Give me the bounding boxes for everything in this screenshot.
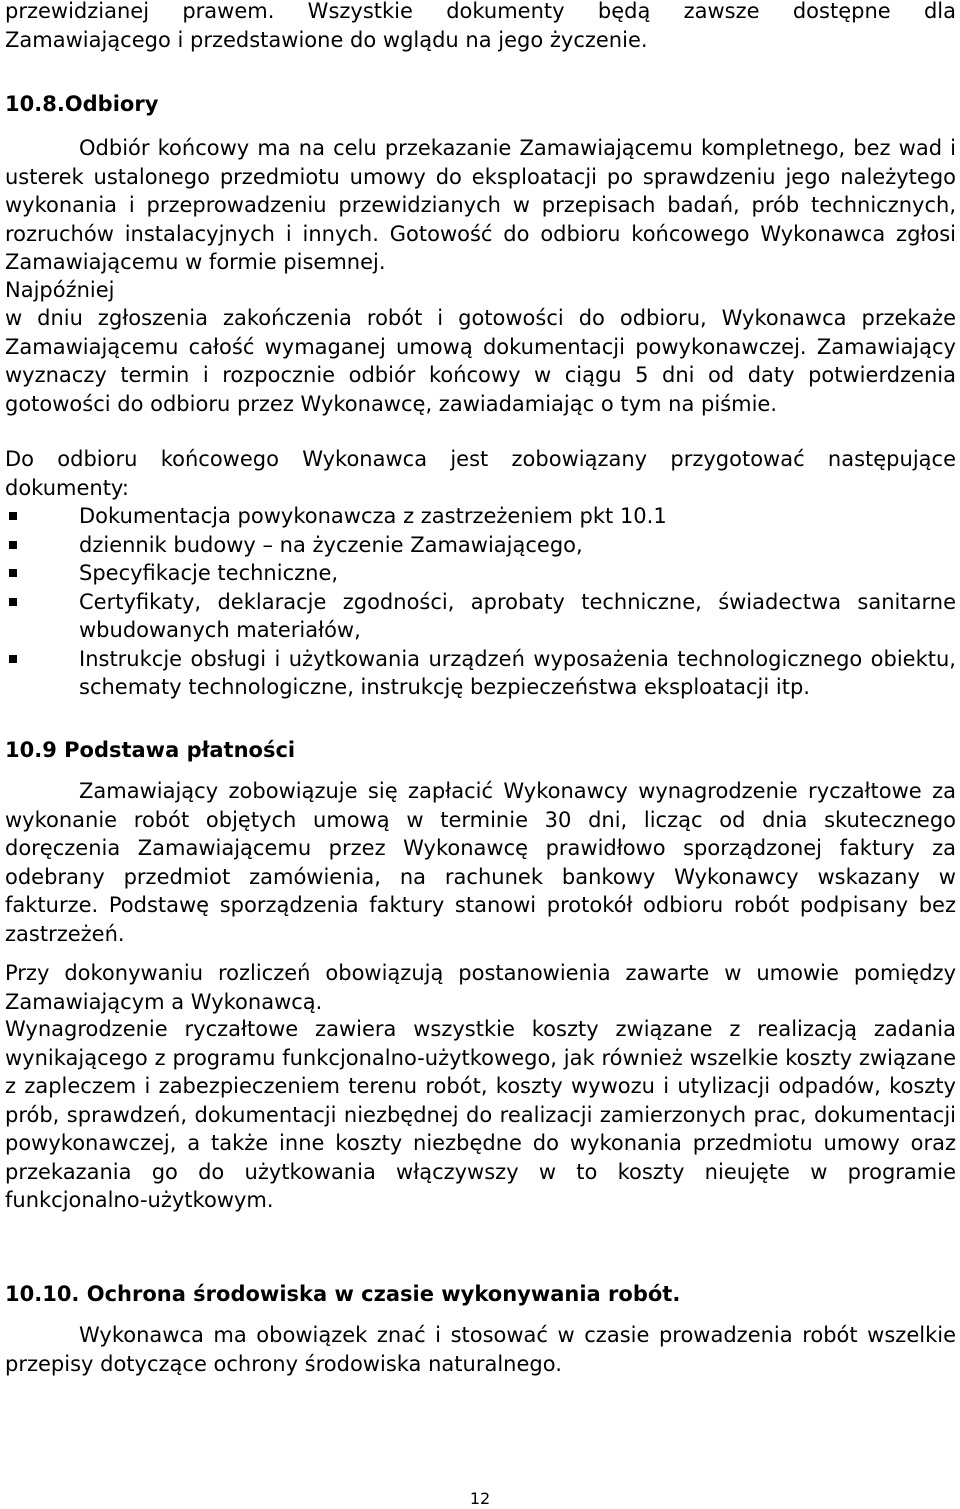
bullet-square-icon — [9, 655, 17, 663]
intro-line-1: przewidzianej prawem. Wszystkie dokumenty będą zawsze dostępne dla — [5, 0, 956, 23]
paragraph-ochrona-srodowiska: Wykonawca ma obowiązek znać i stosować w czasie prowadzenia robót wszelkie przepisy dotyczące ochrony środowiska naturalnego. — [5, 1323, 956, 1376]
paragraph-najpozniej: Najpóźniej — [5, 278, 115, 302]
list-item: Instrukcje obsługi i użytkowania urządzeń wyposażenia technologicznego obiektu, schematy technologiczne, instrukcję bezpieczeństwa eksploatacji itp. — [5, 645, 956, 702]
bullet-square-icon — [9, 569, 17, 577]
paragraph-wynagrodzenie: Wynagrodzenie ryczałtowe zawiera wszystkie koszty związane z realizacją zadania wynikającego z programu funkcjonalno-użytkowego, jak również wszelkie koszty związane z zapleczem i zabezpieczeniem terenu robót, koszty wywozu i utylizacji odpadów, koszty prób, sprawdzeń, dokumentacji niezbędnej do realizacji zamierzonych prac, dokumentacji powykonawczej, a także inne koszty niezbędne do wykonania przedmiotu umowy oraz przekazania go do użytkowania włączywszy w to koszty nieujęte w programie funkcjonalno-użytkowym. — [5, 1017, 956, 1212]
page-number: 12 — [469, 1489, 491, 1508]
list-item: dziennik budowy – na życzenie Zamawiającego, — [5, 531, 956, 560]
bullet-square-icon — [9, 598, 17, 606]
paragraph-zgloszenie: w dniu zgłoszenia zakończenia robót i gotowości do odbioru, Wykonawca przekaże Zamawiającemu całość wymaganej umową dokumentacji powykonawczej. Zamawiający wyznaczy termin i rozpocznie odbiór końcowy w ciągu 5 dni od daty potwierdzenia gotowości do odbioru przez Wykonawcę, zawiadamiając o tym na piśmie. — [5, 306, 956, 416]
paragraph-platnosc: Zamawiający zobowiązuje się zapłacić Wykonawcy wynagrodzenie ryczałtowe za wykonanie robót objętych umową w terminie 30 dni, licząc od dnia skutecznego doręczenia Zamawiającemu przez Wykonawcę prawidłowo sporządzonej faktury za odebrany przedmiot zamówienia, na rachunek bankowy Wykonawcy wskazany w fakturze. Podstawę sporządzenia faktury stanowi protokół odbioru robót podpisany bez zastrzeżeń. — [5, 779, 956, 946]
paragraph-dokumenty-intro: Do odbioru końcowego Wykonawca jest zobowiązany przygotować następujące dokumenty: — [5, 447, 956, 500]
list-item: Dokumentacja powykonawcza z zastrzeżeniem pkt 10.1 — [5, 502, 956, 531]
section-heading-10-8: 10.8.Odbiory — [5, 92, 159, 116]
section-heading-10-9: 10.9 Podstawa płatności — [5, 738, 296, 762]
bullet-square-icon — [9, 541, 17, 549]
section-heading-10-10: 10.10. Ochrona środowiska w czasie wykonywania robót. — [5, 1282, 681, 1306]
bullet-square-icon — [9, 512, 17, 520]
intro-line-2: Zamawiającego i przedstawione do wglądu na jego życzenie. — [5, 28, 648, 52]
documents-list — [5, 502, 956, 702]
paragraph-rozliczenia: Przy dokonywaniu rozliczeń obowiązują postanowienia zawarte w umowie pomiędzy Zamawiającym a Wykonawcą. — [5, 961, 956, 1014]
list-item: Specyfikacje techniczne, — [5, 559, 956, 588]
paragraph-odbior-koncowy: Odbiór końcowy ma na celu przekazanie Zamawiającemu kompletnego, bez wad i usterek ustalonego przedmiotu umowy do eksploatacji po sprawdzeniu jego należytego wykonania i przeprowadzeniu przewidzianych w przepisach badań, prób technicznych, rozruchów instalacyjnych i innych. Gotowość do odbioru końcowego Wykonawca zgłosi Zamawiającemu w formie pisemnej. — [5, 136, 956, 274]
list-item: Certyfikaty, deklaracje zgodności, aprobaty techniczne, świadectwa sanitarne wbudowanych materiałów, — [5, 588, 956, 645]
